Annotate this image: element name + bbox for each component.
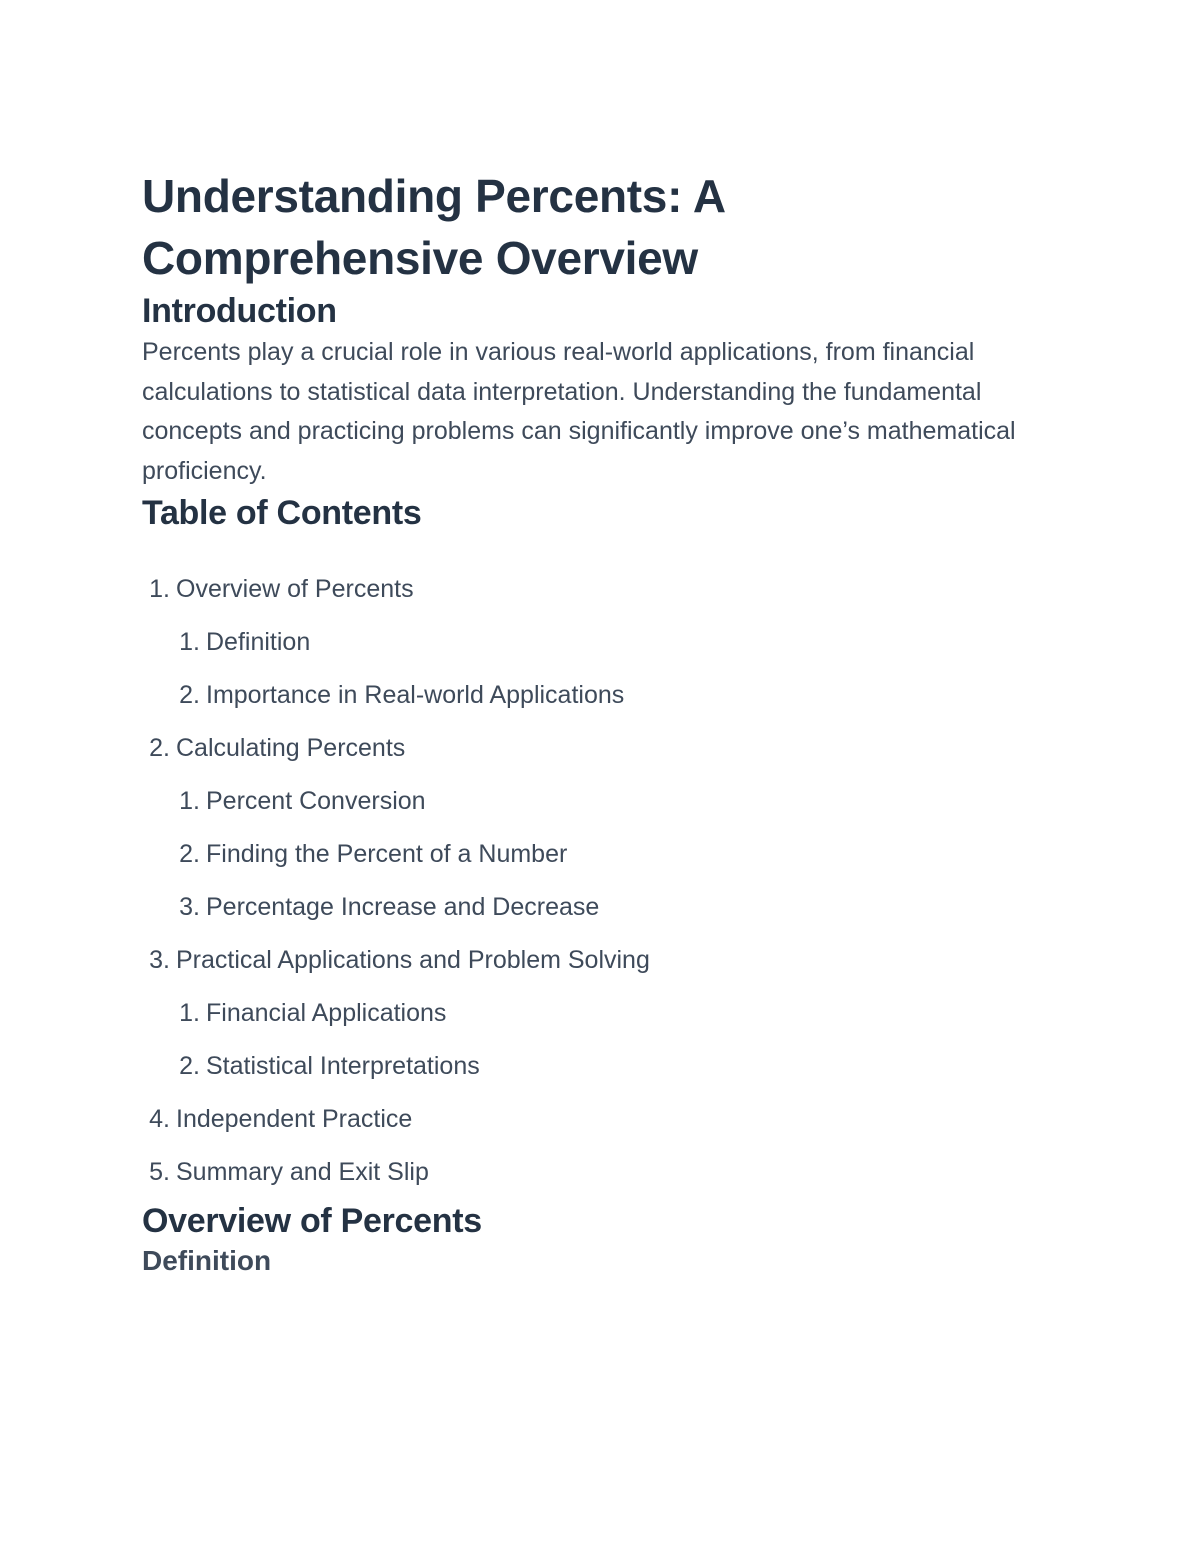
toc-item-label: Calculating Percents xyxy=(176,734,406,762)
toc-item-label: Overview of Percents xyxy=(176,575,414,603)
toc-item-number: 3. xyxy=(149,946,170,974)
toc-item-statistical-interpretations xyxy=(142,1040,1062,1093)
toc-item-percent-conversion xyxy=(142,775,1062,828)
toc-item-label: Statistical Interpretations xyxy=(206,1052,480,1080)
document-page xyxy=(142,165,1062,1279)
toc-item-overview-of-percents xyxy=(142,563,1062,616)
definition-heading: Definition xyxy=(142,1245,272,1276)
toc-item-definition xyxy=(142,616,1062,669)
toc-item-percentage-change xyxy=(142,881,1062,934)
toc-item-number: 3. xyxy=(179,893,200,921)
toc-item-importance xyxy=(142,669,1062,722)
toc-item-number: 1. xyxy=(149,575,170,603)
toc-item-financial-applications xyxy=(142,987,1062,1040)
introduction-paragraph: Percents play a crucial role in various real-world applications, from financial calculations to statistical data interpretation. Understanding the fundamental concepts and practicing problems can significantly improve one’s mathematical proficiency. xyxy=(142,338,1016,485)
toc-item-number: 5. xyxy=(149,1158,170,1186)
toc-item-label: Importance in Real-world Applications xyxy=(206,681,625,709)
toc-item-label: Definition xyxy=(206,628,311,656)
toc-item-number: 4. xyxy=(149,1105,170,1133)
toc-item-independent-practice xyxy=(142,1093,1062,1146)
document-title: Understanding Percents: A Comprehensive Overview xyxy=(142,170,725,284)
toc-item-practical-applications xyxy=(142,934,1062,987)
toc-item-number: 2. xyxy=(179,681,200,709)
toc-item-calculating-percents xyxy=(142,722,1062,775)
toc-item-label: Finding the Percent of a Number xyxy=(206,840,568,868)
introduction-heading: Introduction xyxy=(142,292,337,330)
toc-item-label: Summary and Exit Slip xyxy=(176,1158,429,1186)
toc-item-finding-percent xyxy=(142,828,1062,881)
toc-item-number: 1. xyxy=(179,628,200,656)
toc-item-summary-exit-slip xyxy=(142,1146,1062,1199)
toc-item-label: Practical Applications and Problem Solving xyxy=(176,946,650,974)
toc-item-number: 1. xyxy=(179,787,200,815)
toc-item-label: Independent Practice xyxy=(176,1105,413,1133)
toc-heading: Table of Contents xyxy=(142,494,422,532)
toc-item-label: Percentage Increase and Decrease xyxy=(206,893,600,921)
toc-item-label: Percent Conversion xyxy=(206,787,426,815)
toc-item-number: 1. xyxy=(179,999,200,1027)
toc-item-label: Financial Applications xyxy=(206,999,447,1027)
toc-item-number: 2. xyxy=(179,840,200,868)
table-of-contents xyxy=(142,563,1062,1199)
toc-item-number: 2. xyxy=(179,1052,200,1080)
overview-heading: Overview of Percents xyxy=(142,1202,482,1240)
toc-item-number: 2. xyxy=(149,734,170,762)
